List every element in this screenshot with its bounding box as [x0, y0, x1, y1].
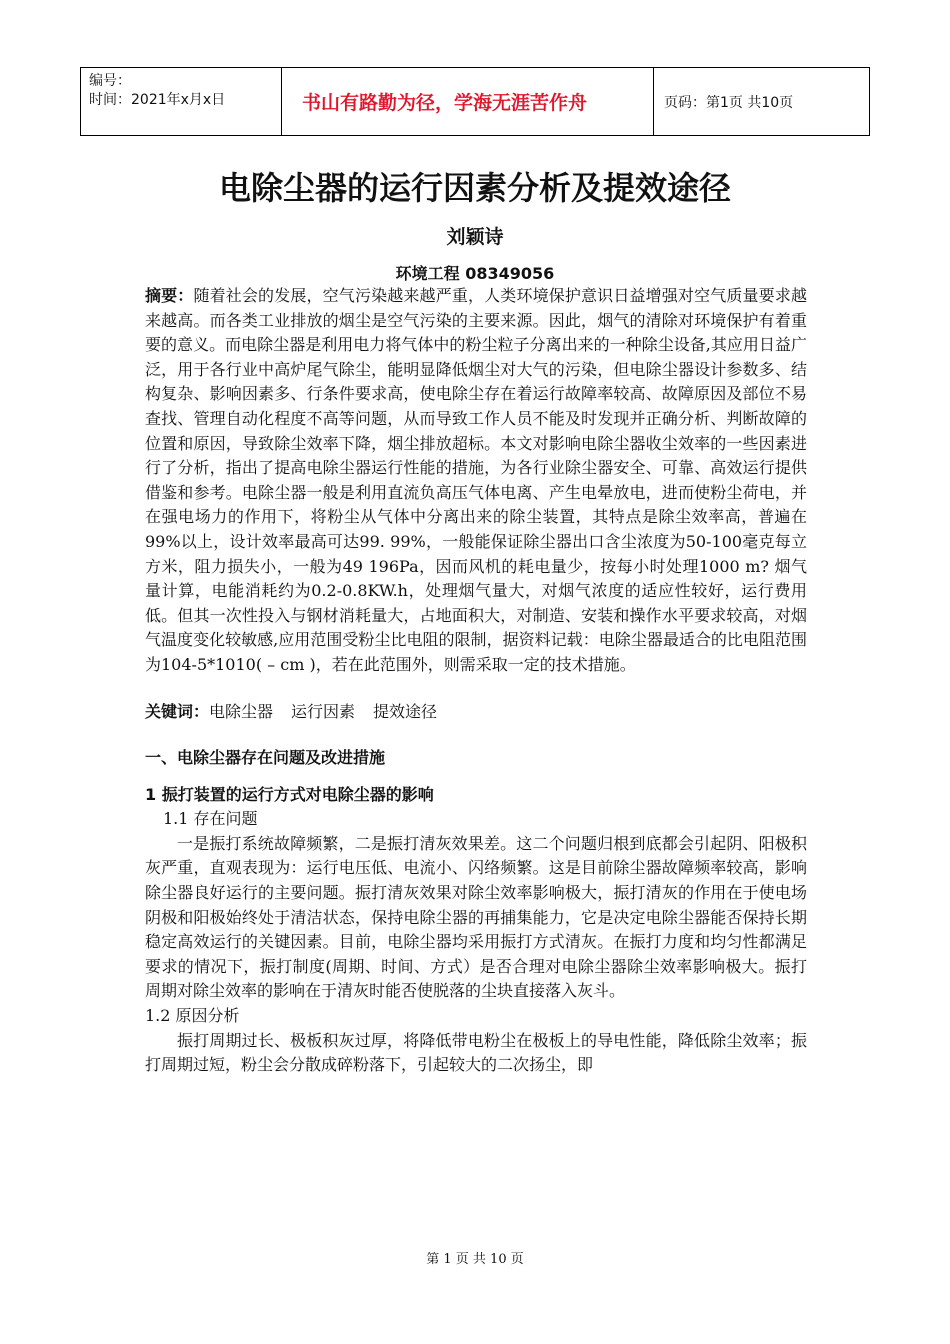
number-label: 编号： — [89, 73, 131, 89]
page-info-text: 页码：第1页 共10页 — [664, 94, 794, 111]
header-meta-cell — [81, 68, 282, 135]
subsection-heading: 1 振打装置的运行方式对电除尘器的影响 — [145, 784, 434, 804]
subsubsection-heading: 1.1 存在问题 — [163, 809, 258, 829]
header-table — [80, 67, 870, 136]
page-footer: 第 1 页 共 10 页 — [426, 1252, 524, 1267]
author-name: 刘颖诗 — [446, 226, 504, 248]
date-label: 时间：2021年x月x日 — [89, 92, 226, 108]
keywords-line — [145, 700, 807, 725]
section-heading: 一、电除尘器存在问题及改进措施 — [145, 748, 386, 768]
keyword-item: 电除尘器 — [209, 701, 274, 721]
subsubsection-heading: 1.2 原因分析 — [145, 1006, 240, 1026]
body-paragraph: 振打周期过长、极板积灰过厚，将降低带电粉尘在极板上的导电性能，降低除尘效率；振打周期过短，粉尘会分散成碎粉落下，引起较大的二次扬尘，即 — [145, 1030, 807, 1075]
keyword-item: 运行因素 — [291, 701, 356, 721]
document-title: 电除尘器的运行因素分析及提效途径 — [218, 169, 731, 207]
page-info-cell — [654, 68, 869, 135]
body-paragraph: 一是振打系统故障频繁，二是振打清灰效果差。这二个问题归根到底都会引起阴、阳极积灰严重，直观表现为：运行电压低、电流小、闪络频繁。这是目前除尘器故障频率较高，影响除尘器良好运行的主要问题。振打清灰效果对除尘效率影响极大，振打清灰的作用在于使电场阴极和阳极始终处于清洁状态，保持电除尘器的再捕集能力，它是决定电除尘器能否保持长期稳定高效运行的关键因素。目前，电除尘器均采用振打方式清灰。在振打力度和均匀性都满足要求的情况下，振打制度(周期、时间、方式）是否合理对电除尘器除尘效率影响极大。振打周期对除尘效率的影响在于清灰时能否使脱落的尘块直接落入灰斗。 — [145, 833, 807, 1001]
abstract-text: 随着社会的发展，空气污染越来越严重，人类环境保护意识日益增强对空气质量要求越来越高。而各类工业排放的烟尘是空气污染的主要来源。因此，烟气的清除对环境保护有着重要的意义。而电除尘器是利用电力将气体中的粉尘粒子分离出来的一种除尘设备,其应用日益广泛，用于各行业中高炉尾气除尘，能明显降低烟尘对大气的污染，但电除尘器设计参数多、结构复杂、影响因素多、行条件要求高，使电除尘存在着运行故障率较高、故障原因及部位不易查找、管理自动化程度不高等问题，从而导致工作人员不能及时发现并正确分析、判断故障的位置和原因，导致除尘效率下降，烟尘排放超标。本文对影响电除尘器收尘效率的一些因素进行了分析，指出了提高电除尘器运行性能的措施，为各行业除尘器安全、可靠、高效运行提供借鉴和参考。电除尘器一般是利用直流负高压气体电离、产生电晕放电，进而使粉尘荷电，并在强电场力的作用下，将粉尘从气体中分离出来的除尘装置，其特点是除尘效率高，普遍在99%以上，设计效率最高可达99. 99%，一般能保证除尘器出口含尘浓度为50-100毫克每立方米，阻力损失小，一般为49 196Pa，因而风机的耗电量少，按每小时处理1000 m? 烟气量计算，电能消耗约为0.2-0.8KW.h，处理烟气量大，对烟气浓度的适应性较好，运行费用低。但其一次性投入与钢材消耗量大，占地面积大，对制造、安装和操作水平要求较高，对烟气温度变化较敏感,应用范围受粉尘比电阻的限制，据资料记载：电除尘器最适合的比电阻范围为104-5*1010( – cm )，若在此范围外，则需采取一定的技术措施。 — [145, 286, 807, 674]
keyword-item: 提效途径 — [373, 701, 438, 721]
abstract-label: 摘要： — [145, 286, 194, 305]
abstract-paragraph — [145, 284, 807, 678]
document-body — [145, 284, 807, 1078]
affiliation: 环境工程 08349056 — [395, 264, 555, 283]
motto-text: 书山有路勤为径，学海无涯苦作舟 — [302, 92, 588, 114]
keywords-label: 关键词： — [145, 701, 210, 721]
motto-cell — [282, 68, 654, 135]
